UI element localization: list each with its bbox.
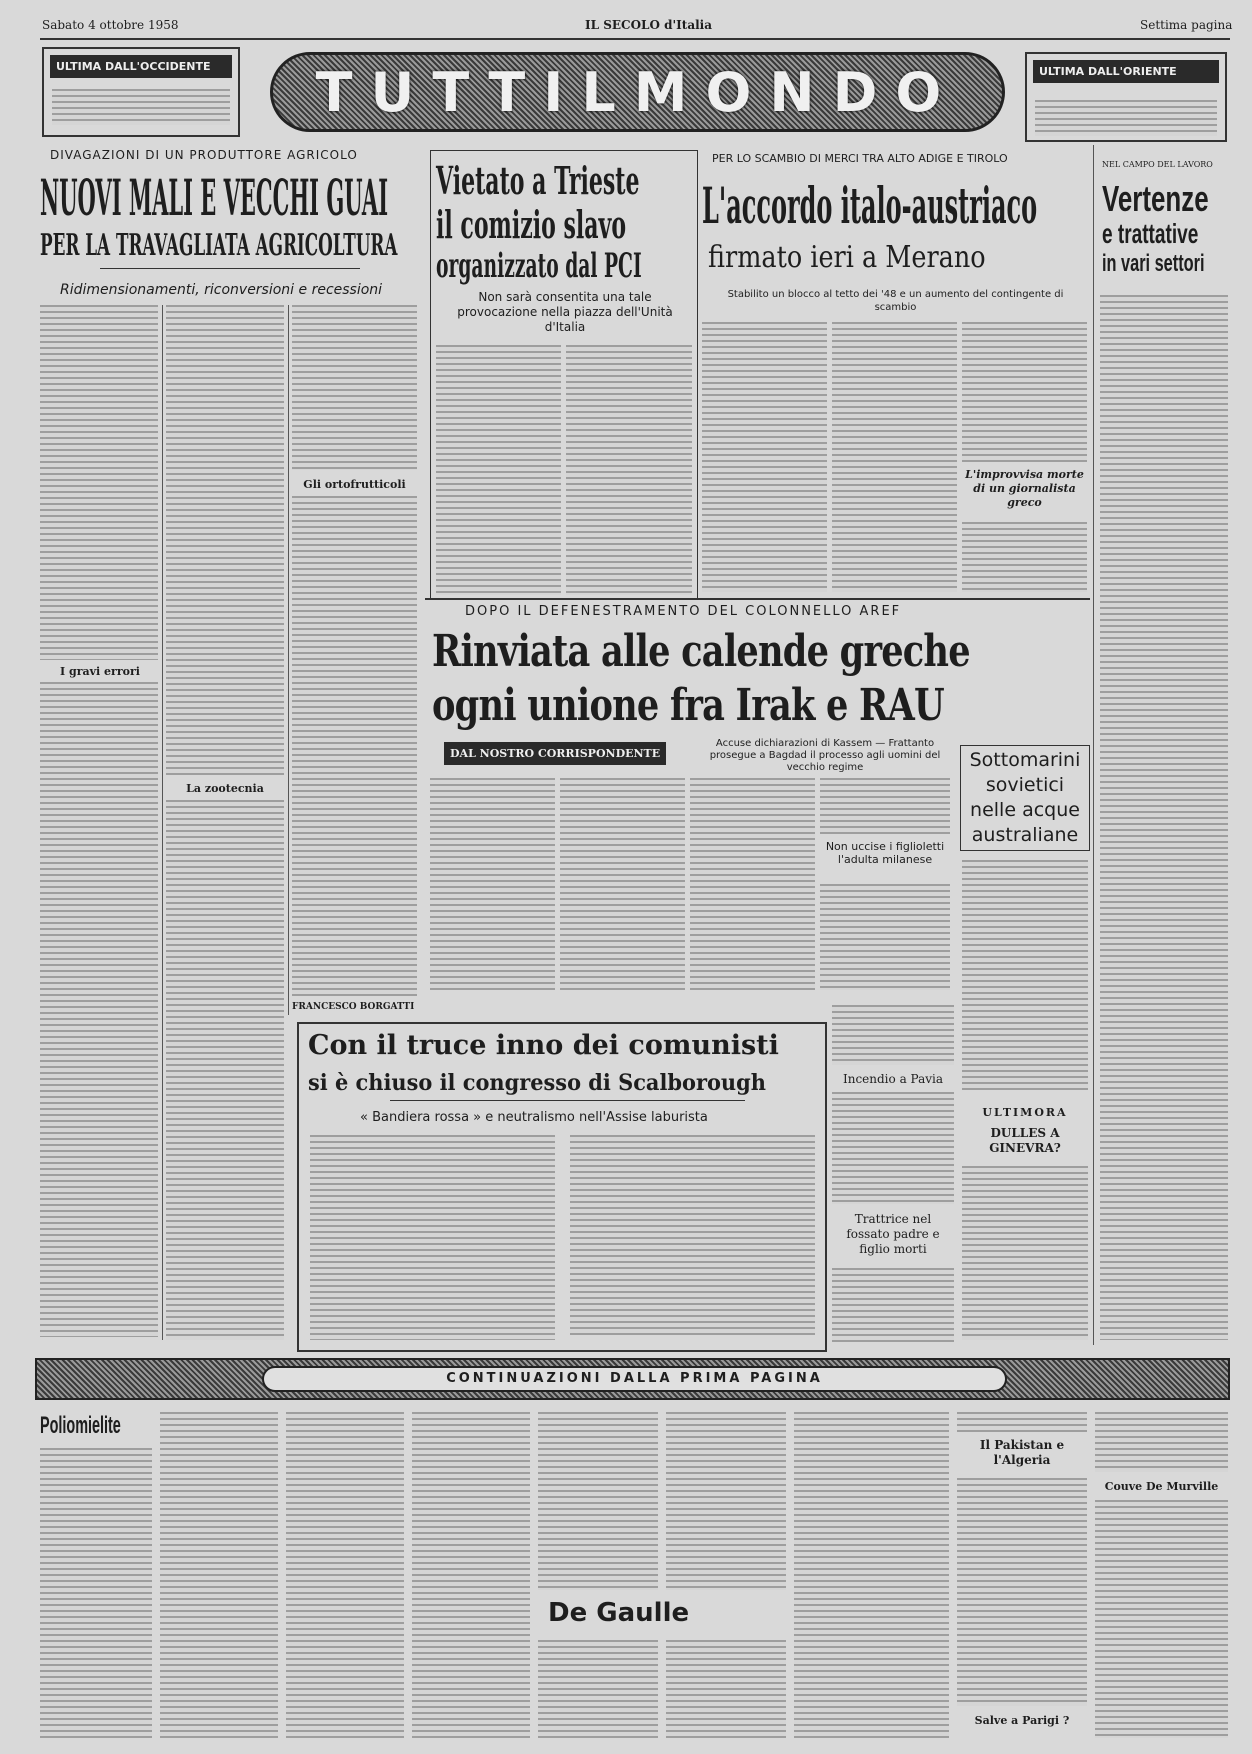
agri-subhead: La zootecnia xyxy=(186,782,264,795)
agri-subhead: Gli ortofrutticoli xyxy=(303,478,406,491)
headline-line: Vertenze xyxy=(1102,178,1209,219)
ultima-oriente-box xyxy=(1025,52,1227,142)
body-text xyxy=(538,1412,658,1590)
headline-line: sovietici xyxy=(985,774,1065,796)
body-text xyxy=(962,522,1087,592)
body-text xyxy=(560,778,685,990)
ultimora-label: ULTIMORA xyxy=(982,1106,1068,1119)
column-rule xyxy=(288,305,289,1015)
body-text xyxy=(832,1268,954,1342)
body-text xyxy=(40,682,158,1337)
page-number: Settima pagina xyxy=(1140,18,1233,32)
body-text xyxy=(1095,1412,1228,1472)
body-text xyxy=(436,345,561,595)
body-text xyxy=(962,1166,1088,1340)
irak-headline: Rinviata alle calende greche xyxy=(432,626,970,677)
body-text xyxy=(1100,295,1228,1340)
tuttilmondo-banner xyxy=(270,52,1005,132)
headline-line: nelle acque xyxy=(970,799,1080,821)
masthead-rule xyxy=(40,38,1230,40)
pakistan-headline: Il Pakistan e l'Algeria xyxy=(979,1438,1065,1467)
body-text xyxy=(832,1005,954,1065)
accordo-subhead: L'improvvisa morte di un giornalista greco xyxy=(965,468,1084,509)
accordo-headline: L'accordo italo-austriaco xyxy=(702,176,1038,235)
murville-headline: Couve De Murville xyxy=(1104,1480,1219,1493)
parigi-headline: Salve a Parigi ? xyxy=(974,1714,1070,1727)
rule xyxy=(425,598,1090,600)
body-text xyxy=(160,1412,278,1738)
newspaper-name: IL SECOLO d'Italia xyxy=(585,18,713,32)
accordo-kicker: PER LO SCAMBIO DI MERCI TRA ALTO ADIGE E TIROLO xyxy=(712,152,1008,165)
agri-headline: NUOVI MALI E VECCHI GUAI xyxy=(40,168,389,227)
vertenze-headline xyxy=(1102,178,1252,278)
column-rule xyxy=(162,305,163,1340)
accordo-deck: Stabilito un blocco al tetto dei '48 e un aumento del contingente di scambio xyxy=(727,289,1064,313)
vertenze-kicker: NEL CAMPO DEL LAVORO xyxy=(1102,160,1213,169)
body-text xyxy=(538,1640,658,1738)
body-text xyxy=(1095,1500,1228,1738)
ultima-occidente-label: ULTIMA DALL'OCCIDENTE xyxy=(50,55,232,78)
body-text xyxy=(570,1135,815,1335)
scarborough-deck: « Bandiera rossa » e neutralismo nell'Assise laburista xyxy=(360,1110,708,1125)
body-text xyxy=(292,305,417,470)
body-text xyxy=(690,778,815,990)
body-text xyxy=(310,1135,555,1340)
headline-line: e trattative xyxy=(1102,218,1199,249)
agri-kicker: DIVAGAZIONI DI UN PRODUTTORE AGRICOLO xyxy=(50,148,358,162)
body-text xyxy=(962,860,1088,1090)
irak-kicker: DOPO IL DEFENESTRAMENTO DEL COLONNELLO AREF xyxy=(465,604,902,619)
pavia-headline: Incendio a Pavia xyxy=(842,1072,943,1086)
polio-headline: Poliomielite xyxy=(40,1412,121,1439)
rule xyxy=(100,268,360,269)
agri-deck: Ridimensionamenti, riconversioni e recessioni xyxy=(60,282,383,298)
headline-line: il comizio slavo xyxy=(436,202,627,247)
body-text xyxy=(702,322,827,592)
issue-date: Sabato 4 ottobre 1958 xyxy=(42,18,179,32)
body-text xyxy=(286,1412,404,1738)
corrispondente-banner: DAL NOSTRO CORRISPONDENTE xyxy=(444,742,666,765)
section-title: TUTTILMONDO xyxy=(315,60,960,124)
accordo-headline-2: firmato ieri a Merano xyxy=(708,240,986,275)
body-text xyxy=(666,1640,786,1738)
scarborough-headline: Con il truce inno dei comunisti xyxy=(308,1030,779,1061)
body-text xyxy=(430,778,555,990)
body-text xyxy=(666,1412,786,1590)
agri-subhead: I gravi errori xyxy=(60,665,140,678)
body-text xyxy=(957,1412,1087,1432)
headline-line: in vari settori xyxy=(1102,250,1205,277)
body-text xyxy=(1035,100,1217,136)
agri-headline-2: PER LA TRAVAGLIATA AGRICOLTURA xyxy=(40,228,398,263)
body-text xyxy=(292,496,417,996)
headline-line: Vietato a Trieste xyxy=(436,158,640,203)
dulles-headline: DULLES A GINEVRA? xyxy=(989,1126,1061,1155)
headline-line: australiane xyxy=(971,824,1079,846)
byline: FRANCESCO BORGATTI xyxy=(292,1002,415,1012)
irak-headline-2: ogni unione fra Irak e RAU xyxy=(432,680,944,731)
body-text xyxy=(412,1412,530,1738)
headline-line: organizzato dal PCI xyxy=(436,246,642,286)
body-text xyxy=(794,1412,949,1738)
body-text xyxy=(957,1478,1087,1706)
body-text xyxy=(166,800,284,1340)
body-text xyxy=(52,89,230,125)
body-text xyxy=(566,345,692,595)
body-text xyxy=(832,1092,954,1204)
body-text xyxy=(40,1448,152,1738)
trattrice-headline: Trattrice nel fossato padre e figlio morti xyxy=(846,1212,940,1256)
continuazioni-title: CONTINUAZIONI DALLA PRIMA PAGINA xyxy=(262,1366,1007,1392)
scarborough-headline-2: si è chiuso il congresso di Scalborough xyxy=(308,1070,766,1096)
rule xyxy=(390,1100,745,1101)
trieste-deck: Non sarà consentita una tale provocazione nella piazza dell'Unità d'Italia xyxy=(457,290,673,334)
body-text xyxy=(820,778,950,834)
body-text xyxy=(962,322,1087,462)
column-rule xyxy=(1093,145,1094,1345)
ultima-oriente-label: ULTIMA DALL'ORIENTE xyxy=(1033,60,1219,83)
headline-line: Sottomarini xyxy=(969,749,1081,771)
ultima-occidente-box xyxy=(42,47,240,137)
irak-subhead: Non uccise i figlioletti l'adulta milanese xyxy=(825,840,945,866)
body-text xyxy=(820,884,950,990)
continuazioni-banner xyxy=(35,1358,1230,1400)
degaulle-headline: De Gaulle xyxy=(548,1598,690,1628)
body-text xyxy=(40,305,158,660)
sottomarini-headline xyxy=(962,748,1088,848)
irak-deck: Accuse dichiarazioni di Kassem — Frattanto prosegue a Bagdad il processo agli uomini del vecchio regime xyxy=(709,738,941,773)
body-text xyxy=(166,305,284,775)
body-text xyxy=(832,322,957,592)
